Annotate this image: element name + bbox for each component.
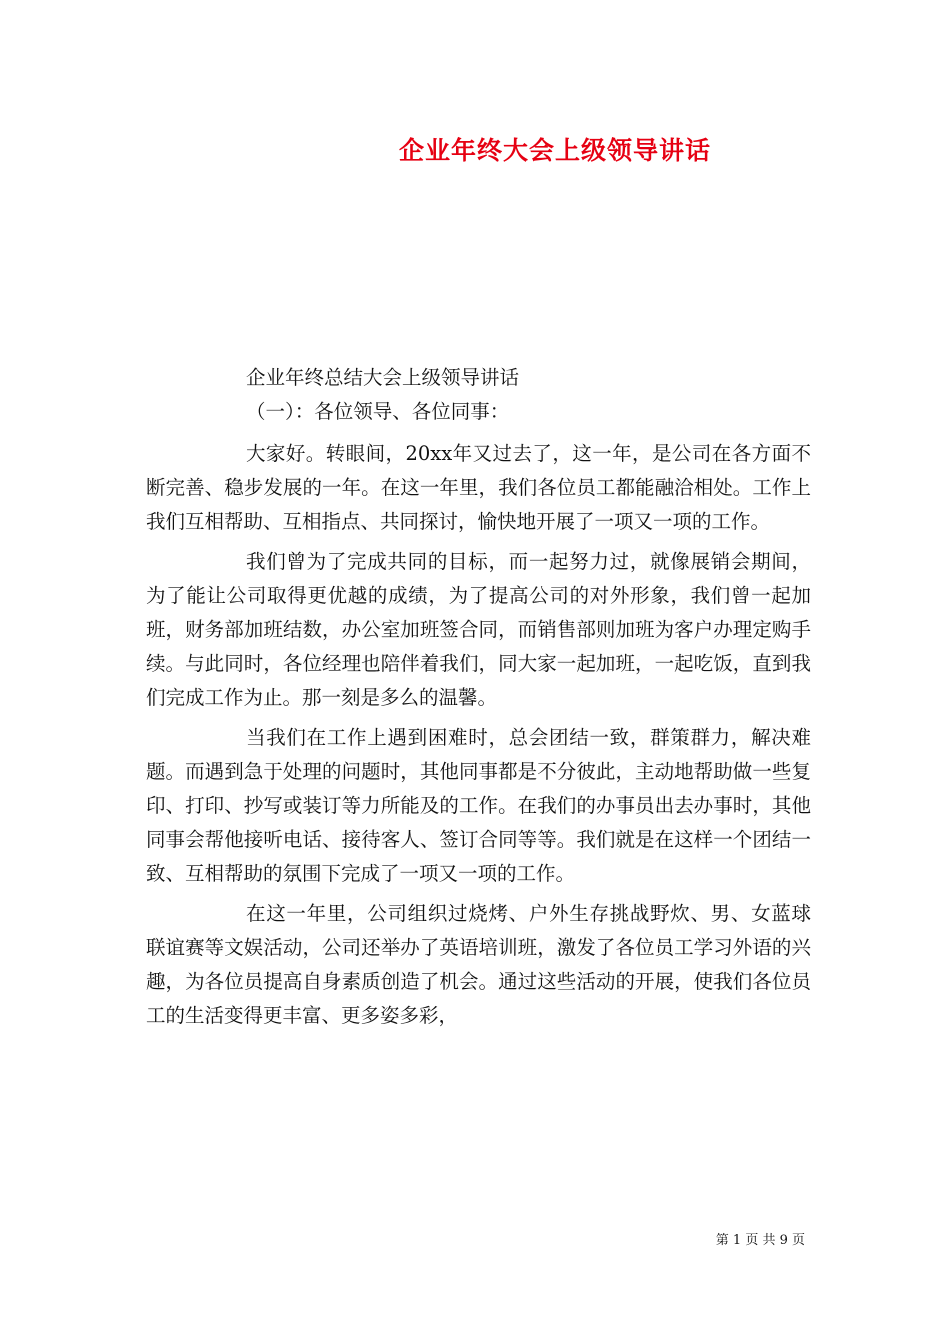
document-body xyxy=(146,361,811,1039)
document-title: 企业年终大会上级领导讲话 xyxy=(398,136,711,165)
paragraph: 当我们在工作上遇到困难时，总会团结一致，群策群力，解决难题。而遇到急于处理的问题时，其他同事都是不分彼此，主动地帮助做一些复印、打印、抄写或装订等力所能及的工作。在我们的办事员出去办事时，其他同事会帮他接听电话、接待客人、签订合同等等。我们就是在这样一个团结一致、互相帮助的氛围下完成了一项又一项的工作。 xyxy=(146,726,811,885)
document-subtitle: 企业年终总结大会上级领导讲话 xyxy=(246,366,520,389)
paragraph: 我们曾为了完成共同的目标，而一起努力过，就像展销会期间，为了能让公司取得更优越的成绩，为了提高公司的对外形象，我们曾一起加班，财务部加班结数，办公室加班签合同，而销售部则加班为客户办理定购手续。与此同时，各位经理也陪伴着我们，同大家一起加班，一起吃饭，直到我们完成工作为止。那一刻是多么的温馨。 xyxy=(146,550,811,709)
page-number-footer: 第 1 页 共 9 页 xyxy=(715,1233,805,1248)
paragraph: 大家好。转眼间，20xx年又过去了，这一年，是公司在各方面不断完善、稳步发展的一年。在这一年里，我们各位员工都能融洽相处。工作上我们互相帮助、互相指点、共同探讨，愉快地开展了一项又一项的工作。 xyxy=(146,442,811,533)
paragraph: 在这一年里，公司组织过烧烤、户外生存挑战野炊、男、女蓝球联谊赛等文娱活动，公司还举办了英语培训班，激发了各位员工学习外语的兴趣，为各位员提高自身素质创造了机会。通过这些活动的开展，使我们各位员工的生活变得更丰富、更多姿多彩， xyxy=(146,902,811,1027)
salutation: （一）：各位领导、各位同事： xyxy=(246,400,510,423)
